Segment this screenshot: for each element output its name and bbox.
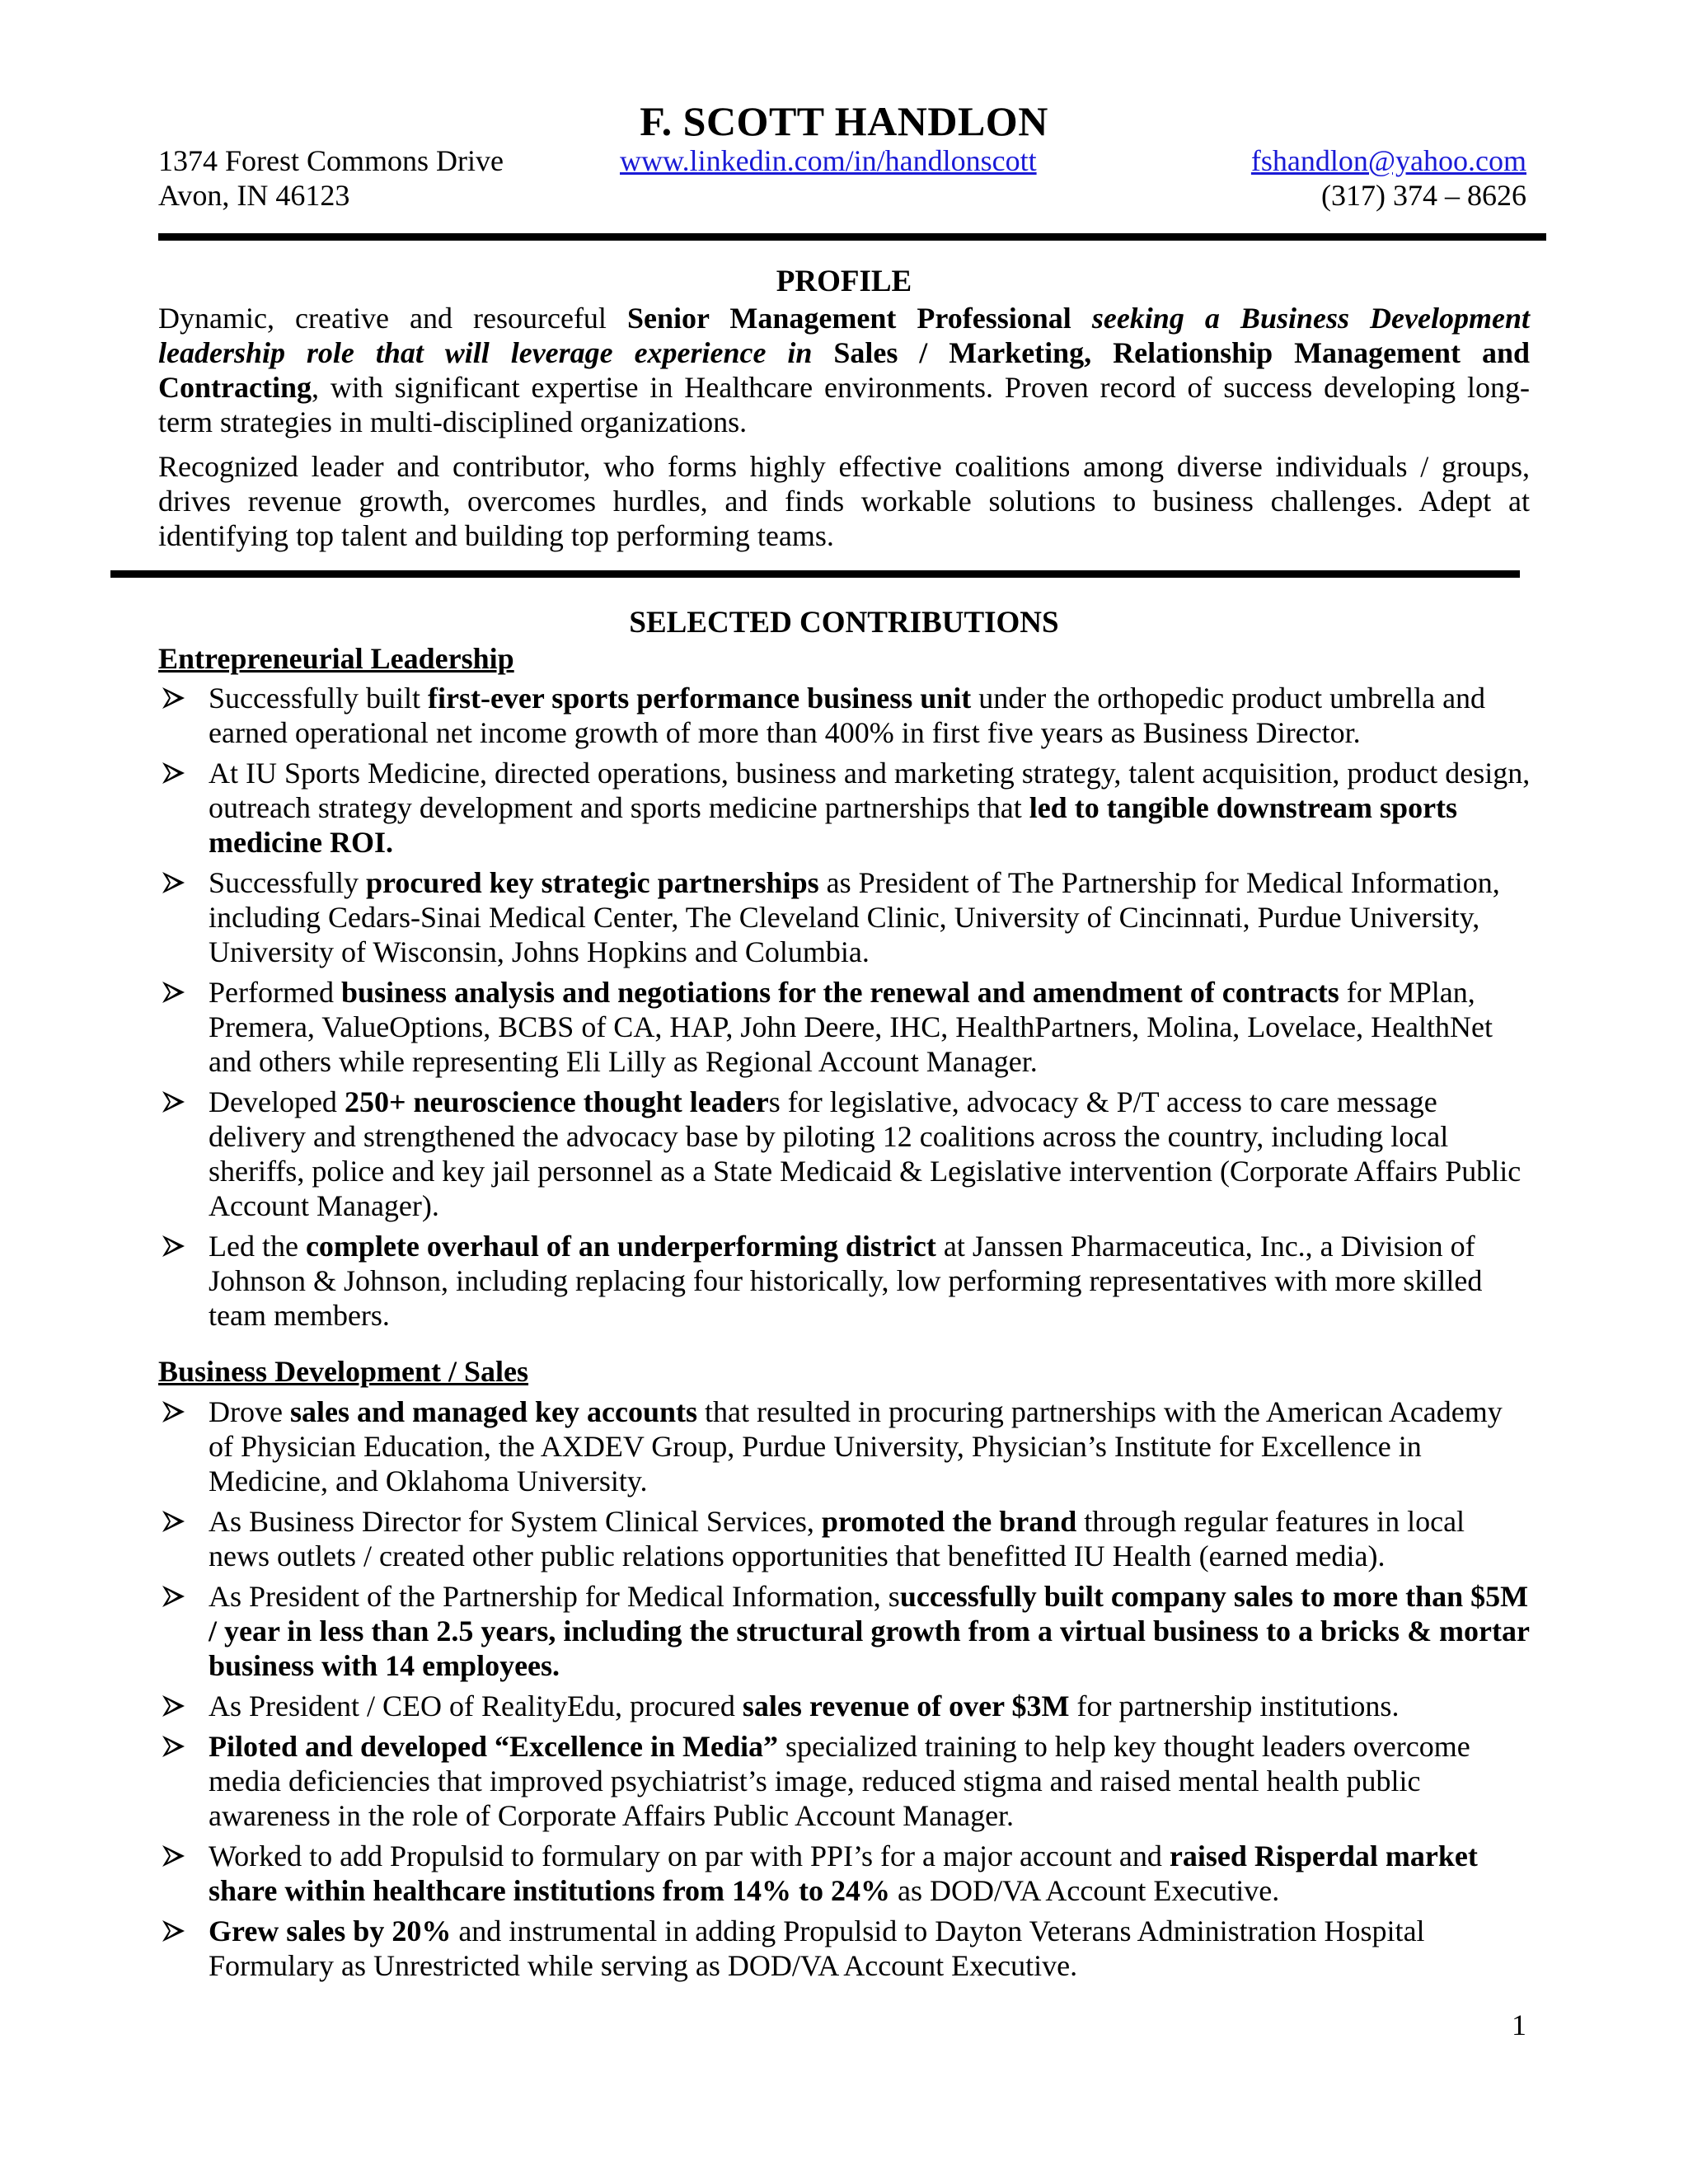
arrowhead-bullet-icon [160, 756, 188, 790]
arrowhead-bullet-icon [160, 1085, 188, 1119]
text-run: and instrumental in adding Propulsid to Dayton Veterans Administration Hospital Formulary as Unrestricted while serving as DOD/VA Account Executive. [209, 1915, 1425, 1982]
address-line-2: Avon, IN 46123 [158, 179, 350, 212]
text-run: Grew sales by 20% [209, 1915, 452, 1947]
contribution-item [158, 975, 1533, 1079]
arrowhead-bullet-icon [160, 1394, 188, 1429]
arrowhead-bullet-icon [160, 681, 188, 715]
entrepreneurial-list [158, 681, 1533, 1338]
contribution-item [158, 1729, 1533, 1833]
text-run: Sales / Marketing, Relationship Management and Contracting [158, 336, 1530, 404]
contribution-item [158, 1394, 1533, 1498]
text-run: procured key strategic partnerships [365, 866, 819, 899]
profile-title: PROFILE [776, 265, 912, 298]
contribution-item [158, 756, 1533, 860]
profile-paragraph-2: Recognized leader and contributor, who forms highly effective coalitions among diverse individuals / groups, drives revenue growth, overcomes hurdles, and finds workable solutions to business challenges. Adept at identifying top talent and building top performing teams. [158, 450, 1530, 552]
text-run: As President / CEO of RealityEdu, procured [209, 1690, 743, 1722]
text-run: as DOD/VA Account Executive. [890, 1874, 1280, 1907]
arrowhead-bullet-icon [160, 865, 188, 900]
text-run: first-ever sports performance business unit [427, 682, 972, 715]
contribution-item [158, 1085, 1533, 1223]
text-run: for partnership institutions. [1069, 1690, 1400, 1722]
text-run: Dynamic, creative and resourceful [158, 302, 627, 335]
text-run: at Janssen Pharmaceutica, Inc., a Division of Johnson & Johnson, including replacing four historically, low performing representatives with more skilled team members. [209, 1230, 1483, 1332]
text-run: promoted the brand [821, 1505, 1077, 1538]
page-number: 1 [1512, 2008, 1526, 2041]
text-run: business analysis and negotiations for the renewal and amendment of contracts [340, 976, 1339, 1009]
text-run: as President of The Partnership for Medical Information, including Cedars-Sinai Medical Center, The Cleveland Clinic, University of Cincinnati, Purdue University, University of Wisconsin, Johns Hopkins and Columbia. [209, 866, 1500, 968]
arrowhead-bullet-icon [160, 1689, 188, 1723]
text-run: for MPlan, Premera, ValueOptions, BCBS of CA, HAP, John Deere, IHC, HealthPartners, Molina, Lovelace, HealthNet and others while representing Eli Lilly as Regional Account Manager. [209, 976, 1493, 1078]
text-run: As President of the Partnership for Medical Information, s [209, 1580, 900, 1613]
header-divider [158, 233, 1546, 241]
address-line-1: 1374 Forest Commons Drive [158, 144, 504, 177]
text-run: Developed [209, 1085, 345, 1118]
profile-divider [110, 570, 1520, 578]
text-run: led to tangible downstream sports medicine ROI. [209, 791, 1458, 859]
text-run: , with significant expertise in Healthcare environments. Proven record of success developing long-term strategies in multi-disciplined organizations. [158, 371, 1530, 438]
contribution-item [158, 681, 1533, 750]
arrowhead-bullet-icon [160, 975, 188, 1010]
contributions-title: SELECTED CONTRIBUTIONS [629, 606, 1059, 640]
text-run: specialized training to help key thought leaders overcome media deficiencies that improved psychiatrist’s image, reduced stigma and raised mental health public awareness in the role of Corporate Affairs Public Account Manager. [209, 1730, 1470, 1832]
text-run: s for legislative, advocacy & P/T access to care message delivery and strengthened the advocacy base by piloting 12 coalitions across the country, including local sheriffs, police and key jail personnel as a State Medicaid & Legislative intervention (Corporate Affairs Public Account Manager). [209, 1085, 1522, 1222]
email-link[interactable]: fshandlon@yahoo.com [1250, 144, 1526, 177]
text-run: Led the [209, 1230, 306, 1263]
text-run: 250+ neuroscience thought leader [344, 1085, 769, 1118]
text-run: Drove [209, 1395, 290, 1428]
contribution-item [158, 1229, 1533, 1333]
text-run: complete overhaul of an underperforming district [305, 1230, 936, 1263]
text-run: Worked to add Propulsid to formulary on par with PPI’s for a major account and [209, 1840, 1170, 1872]
text-run: Piloted and developed “Excellence in Media” [209, 1730, 778, 1763]
arrowhead-bullet-icon [160, 1729, 188, 1764]
text-run: that resulted in procuring partnerships with the American Academy of Physician Education, the AXDEV Group, Purdue University, Physician’s Institute for Excellence in Medicine, and Oklahoma University. [209, 1395, 1503, 1497]
profile-paragraph-1 [158, 301, 1530, 439]
contribution-item [158, 1579, 1533, 1683]
text-run: through regular features in local news outlets / created other public relations opportunities that benefitted IU Health (earned media). [209, 1505, 1465, 1572]
text-run: As Business Director for System Clinical Services, [209, 1505, 822, 1538]
arrowhead-bullet-icon [160, 1229, 188, 1263]
business-dev-heading: Business Development / Sales [158, 1355, 529, 1388]
contribution-item [158, 865, 1533, 969]
text-run: sales and managed key accounts [289, 1395, 698, 1428]
entrepreneurial-heading: Entrepreneurial Leadership [158, 642, 514, 675]
contribution-item [158, 1689, 1533, 1723]
text-run: sales revenue of over $3M [742, 1690, 1070, 1722]
text-run: uccessfully built company sales to more than $5M / year in less than 2.5 years, including the structural growth from a virtual business to a bricks & mortar business with 14 employees. [209, 1580, 1530, 1682]
arrowhead-bullet-icon [160, 1504, 188, 1539]
text-run: Successfully built [209, 682, 428, 715]
phone-number: (317) 374 – 8626 [1321, 179, 1526, 212]
text-run: At IU Sports Medicine, directed operations, business and marketing strategy, talent acquisition, product design, outreach strategy development and sports medicine partnerships that [209, 757, 1531, 824]
arrowhead-bullet-icon [160, 1914, 188, 1948]
text-run: Senior Management Professional [627, 302, 1071, 335]
profile-section [158, 301, 1530, 563]
text-run: raised Risperdal market share within healthcare institutions from 14% to 24% [209, 1840, 1478, 1907]
text-run [1071, 302, 1092, 335]
arrowhead-bullet-icon [160, 1579, 188, 1614]
business-dev-list [158, 1394, 1533, 1989]
contribution-item [158, 1504, 1533, 1573]
arrowhead-bullet-icon [160, 1839, 188, 1873]
text-run: Performed [209, 976, 341, 1009]
text-run [812, 336, 833, 369]
linkedin-link[interactable]: www.linkedin.com/in/handlonscott [620, 144, 1037, 177]
text-run: Successfully [209, 866, 366, 899]
candidate-name: F. SCOTT HANDLON [640, 98, 1048, 144]
text-run: seeking a Business Development leadership role that will leverage experience in [158, 302, 1531, 369]
text-run: under the orthopedic product umbrella and earned operational net income growth of more than 400% in first five years as Business Director. [209, 682, 1486, 749]
contribution-item [158, 1839, 1533, 1908]
contribution-item [158, 1914, 1533, 1983]
